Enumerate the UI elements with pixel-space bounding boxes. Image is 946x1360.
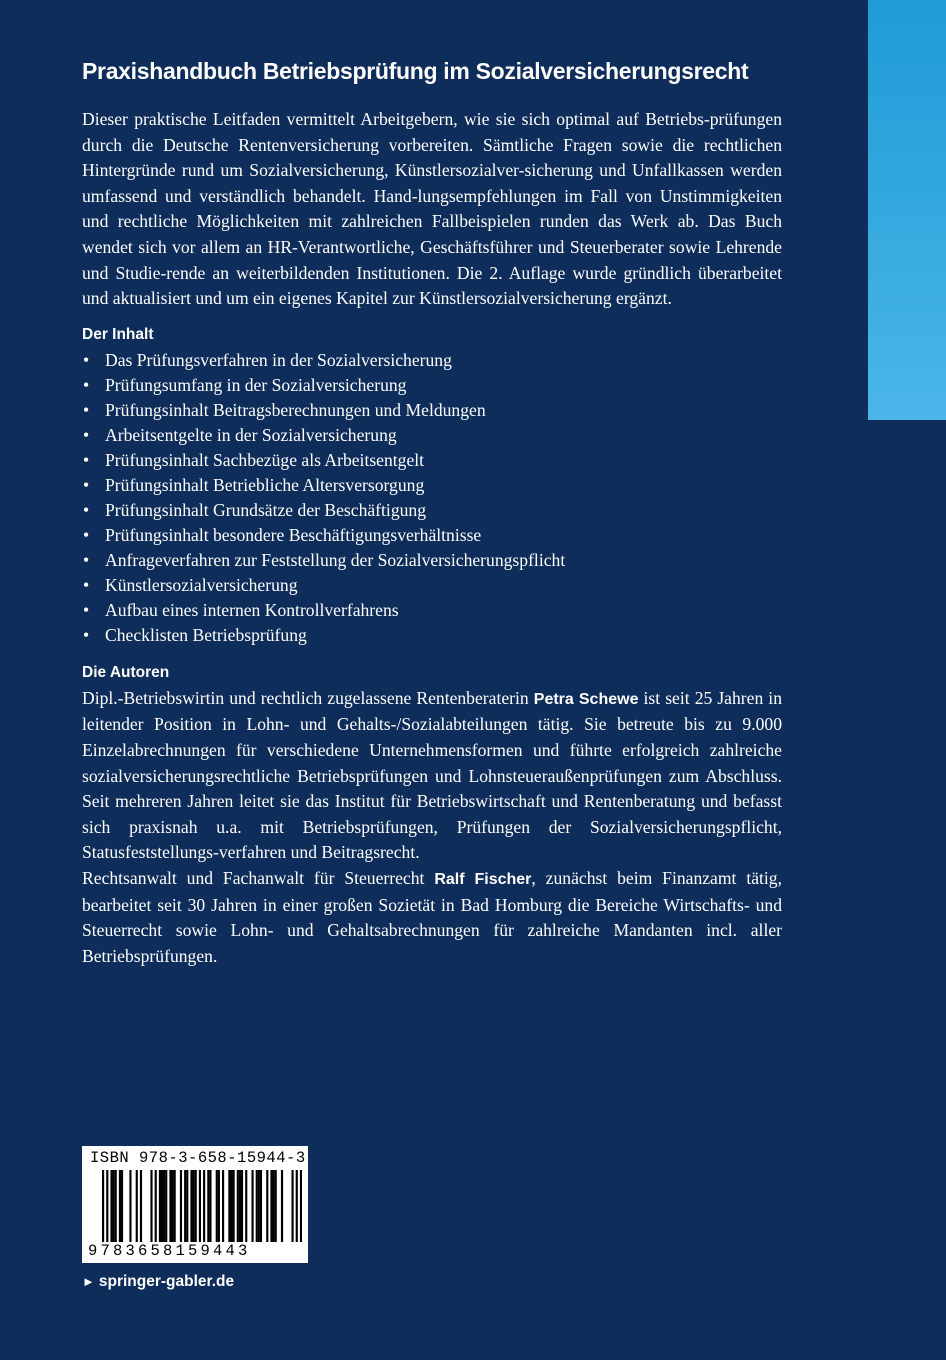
barcode-bar <box>273 1170 275 1242</box>
list-item: • Prüfungsinhalt besondere Beschäftigungsverhältnisse <box>83 524 482 545</box>
barcode-bar <box>165 1170 167 1242</box>
barcode-bar <box>241 1170 243 1242</box>
barcode-bar <box>245 1170 247 1242</box>
barcode-bar <box>150 1170 152 1242</box>
list-item: • Anfrageverfahren zur Feststellung der Sozialversicherungspflicht <box>83 549 566 570</box>
publisher-website[interactable] <box>82 1273 234 1291</box>
ean-digits: 9783658159443 <box>88 1242 251 1260</box>
list-item: • Künstlersozialversicherung <box>83 574 298 595</box>
barcode-bar <box>155 1170 157 1242</box>
barcode-bar <box>180 1170 182 1242</box>
barcode-bar <box>222 1170 224 1242</box>
barcode-bar <box>115 1170 117 1242</box>
intro-paragraph: Dieser praktische Leitfaden vermittelt Arbeitgebern, wie sie sich optimal auf Betriebs-prüfungen durch die Deutsche Rentenversicherung vorbereiten. Sämtliche Fragen sowie die rechtlichen Hintergründe rund um Sozialversicherung, Künstlersozialver-sicherung und Unfallkassen werden umfassend und verständlich behandelt. Hand-lungsempfehlungen im Fall von Unstimmigkeiten und rechtliche Möglichkeiten mit zahlreichen Fallbeispielen runden das Werk ab. Das Buch wendet sich vor allem an HR-Verantwortliche, Geschäftsführer und Steuerberater sowie Lehrende und Studie-rende an weiterbildenden Institutionen. Die 2. Auflage wurde gründlich überarbeitet und aktualisiert und um ein eigenes Kapitel zur Künstlersozialversicherung ergänzt. <box>82 109 782 309</box>
barcode-bar <box>102 1170 104 1242</box>
barcode-bar <box>300 1170 302 1242</box>
barcode-bar <box>275 1170 277 1242</box>
barcode-bar <box>159 1170 161 1242</box>
barcode-bar <box>237 1170 239 1242</box>
barcode-bar <box>163 1170 165 1242</box>
list-item: • Das Prüfungsverfahren in der Sozialversicherung <box>83 349 452 370</box>
barcode-bar <box>258 1170 260 1242</box>
list-item: • Prüfungsumfang in der Sozialversicherung <box>83 374 407 395</box>
barcode-bar <box>256 1170 258 1242</box>
authors-heading: Die Autoren <box>82 663 170 681</box>
barcode-bar <box>260 1170 262 1242</box>
barcode-bars <box>102 1170 302 1242</box>
back-cover-text <box>82 58 782 969</box>
contents-list <box>82 348 782 648</box>
list-item: • Prüfungsinhalt Betriebliche Altersversorgung <box>83 474 425 495</box>
barcode-bar <box>228 1170 230 1242</box>
barcode-bar <box>186 1170 188 1242</box>
book-title: Praxishandbuch Betriebsprüfung im Sozialversicherungsrecht <box>82 58 749 84</box>
list-item: • Prüfungsinhalt Beitragsberechnungen und Meldungen <box>83 399 486 420</box>
barcode-bar <box>136 1170 138 1242</box>
isbn-barcode <box>82 1146 308 1263</box>
barcode-bar <box>296 1170 298 1242</box>
list-item: • Checklisten Betriebsprüfung <box>83 624 307 645</box>
barcode-bar <box>110 1170 112 1242</box>
author-name: Petra Schewe <box>533 690 639 708</box>
contents-heading: Der Inhalt <box>82 325 154 343</box>
barcode-bar <box>218 1170 220 1242</box>
arrow-right-icon: ► <box>82 1274 95 1289</box>
barcode-bar <box>199 1170 201 1242</box>
barcode-bar <box>209 1170 211 1242</box>
barcode-bar <box>184 1170 186 1242</box>
list-item: • Prüfungsinhalt Grundsätze der Beschäftigung <box>83 499 427 520</box>
list-item: • Prüfungsinhalt Sachbezüge als Arbeitsentgelt <box>83 449 425 470</box>
barcode-bar <box>190 1170 192 1242</box>
barcode-bar <box>270 1170 272 1242</box>
isbn-label: ISBN 978-3-658-15944-3 <box>90 1149 306 1167</box>
barcode-bar <box>203 1170 205 1242</box>
list-item: • Aufbau eines internen Kontrollverfahrens <box>83 599 399 620</box>
list-item: • Arbeitsentgelte in der Sozialversicherung <box>83 424 397 445</box>
barcode-bar <box>281 1170 283 1242</box>
barcode-bar <box>239 1170 241 1242</box>
author-name: Ralf Fischer <box>434 870 532 888</box>
barcode-bar <box>251 1170 253 1242</box>
barcode-bar <box>174 1170 176 1242</box>
author-bio-schewe: Dipl.-Betriebswirtin und rechtlich zugelassene Rentenberaterin Petra Schewe ist seit 25 Jahren in leitender Position in Lohn- und Gehalts-/Sozialabteilungen tätig. Sie betreute bis zu 9.000 Einzelabrechnungen für verschiedene Unternehmensformen und führte erfolgreich zahlreiche sozialversicherungsrechtliche Betriebsprüfungen und Lohnsteueraußenprüfungen zum Abschluss. Seit mehreren Jahren leitet sie das Institut für Betriebswirtschaft und Rentenberatung und befasst sich praxisnah u.a. mit Betriebsprüfungen, Prüfungen der Sozialversicherungspflicht, Statusfeststellungs-verfahren und Beitragsrecht. <box>82 687 782 863</box>
barcode-bar <box>230 1170 232 1242</box>
barcode-bar <box>195 1170 197 1242</box>
website-link[interactable]: springer-gabler.de <box>98 1273 235 1290</box>
accent-stripe <box>868 0 946 420</box>
author-bio-fischer: Rechtsanwalt und Fachanwalt für Steuerrecht Ralf Fischer, zunächst beim Finanzamt tätig, bearbeitet seit 30 Jahren in einer großen Sozietät in Bad Homburg die Bereiche Wirtschafts- und Steuerrecht sowie Lohn- und Gehaltsabrechnungen für zahlreiche Mandanten incl. aller Betriebsprüfungen. <box>82 867 782 966</box>
barcode-bar <box>207 1170 209 1242</box>
barcode-bar <box>193 1170 195 1242</box>
barcode-bar <box>140 1170 142 1242</box>
barcode-bar <box>129 1170 131 1242</box>
barcode-bar <box>169 1170 171 1242</box>
barcode-bar <box>266 1170 268 1242</box>
barcode-bar <box>106 1170 108 1242</box>
barcode-bar <box>119 1170 121 1242</box>
barcode-bar <box>233 1170 235 1242</box>
barcode-bar <box>171 1170 173 1242</box>
barcode-bar <box>291 1170 293 1242</box>
barcode-bar <box>216 1170 218 1242</box>
barcode-bar <box>121 1170 123 1242</box>
barcode-bar <box>113 1170 115 1242</box>
barcode-bar <box>161 1170 163 1242</box>
